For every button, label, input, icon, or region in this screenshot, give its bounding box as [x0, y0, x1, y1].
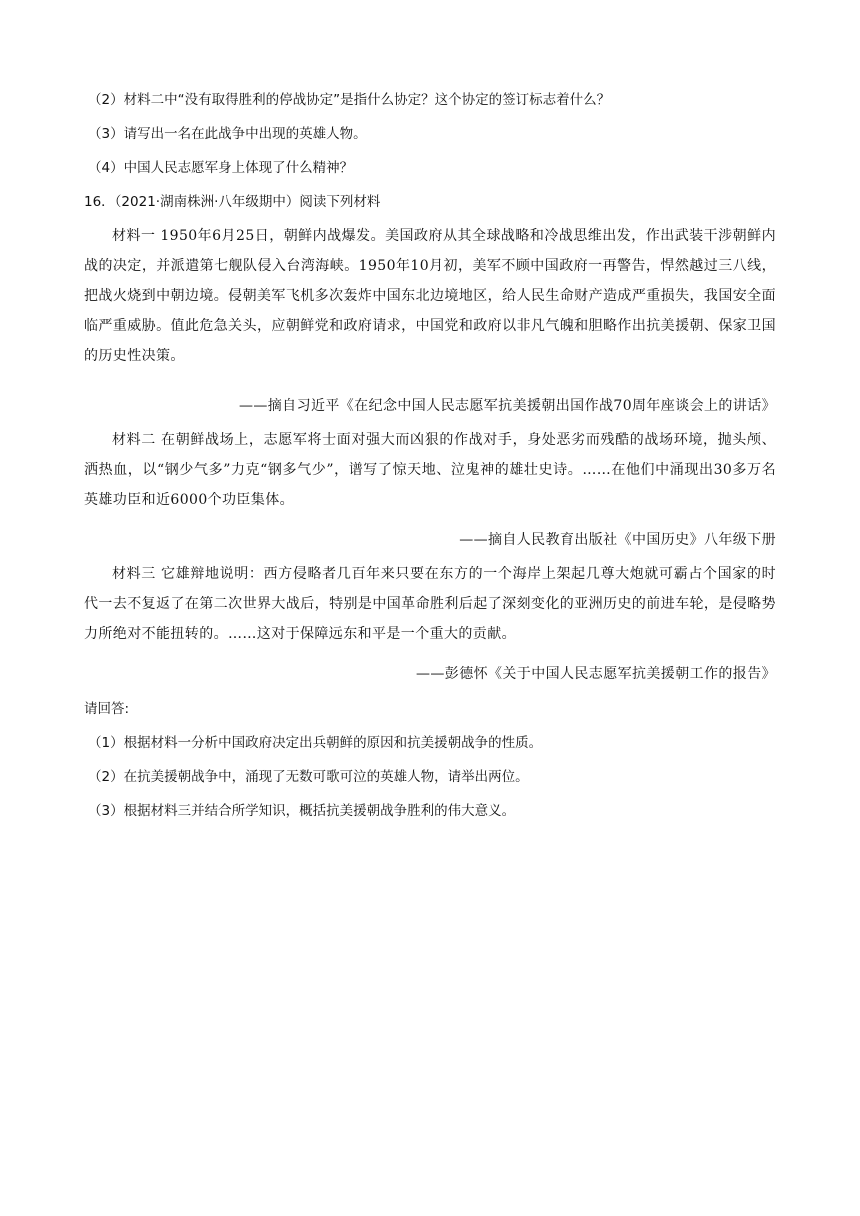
material-2-source: ——摘自人民教育出版社《中国历史》八年级下册 — [459, 532, 776, 548]
question-15-part-2: （2）材料二中“没有取得胜利的停战协定”是指什么协定？这个协定的签订标志着什么？ — [88, 92, 611, 108]
material-2-text: 材料二 在朝鲜战场上，志愿军将士面对强大而凶狠的作战对手，身处恶劣而残酷的战场环境，抛头颅、洒热血，以“钢少气多”力克“钢多气少”，谱写了惊天地、泣鬼神的雄壮史诗。……在他们中涌现出30多万名英雄功臣和近6000个功臣集体。 — [84, 432, 776, 508]
question-16-part-3: （3）根据材料三并结合所学知识，概括抗美援朝战争胜利的伟大意义。 — [88, 803, 516, 819]
question-16-part-1: （1）根据材料一分析中国政府决定出兵朝鲜的原因和抗美援朝战争的性质。 — [88, 735, 543, 751]
material-1-text: 材料一 1950年6月25日，朝鲜内战爆发。美国政府从其全球战略和冷战思维出发，作出武装干涉朝鲜内战的决定，并派遣第七舰队侵入台湾海峡。1950年10月初，美军不顾中国政府一再警告，悍然越过三八线，把战火烧到中朝边境。侵朝美军飞机多次轰炸中国东北边境地区，给人民生命财产造成严重损失，我国安全面临严重威胁。值此危急关头，应朝鲜党和政府请求，中国党和政府以非凡气魄和胆略作出抗美援朝、保家卫国的历史性决策。 — [84, 228, 776, 364]
question-16-part-2: （2）在抗美援朝战争中，涌现了无数可歌可泣的英雄人物，请举出两位。 — [88, 769, 529, 785]
question-16-header: 16．（2021·湖南株洲·八年级期中）阅读下列材料 — [84, 194, 381, 210]
question-15-part-3: （3）请写出一名在此战争中出现的英雄人物。 — [88, 126, 367, 142]
material-1-source: ——摘自习近平《在纪念中国人民志愿军抗美援朝出国作战70周年座谈会上的讲话》 — [238, 398, 776, 414]
question-15-part-4: （4）中国人民志愿军身上体现了什么精神？ — [88, 160, 354, 176]
material-3-source: ——彭德怀《关于中国人民志愿军抗美援朝工作的报告》 — [416, 666, 776, 682]
answer-prompt: 请回答: — [84, 701, 130, 717]
material-3-text: 材料三 它雄辩地说明：西方侵略者几百年来只要在东方的一个海岸上架起几尊大炮就可霸占个国家的时代一去不复返了在第二次世界大战后，特别是中国革命胜利后起了深刻变化的亚洲历史的前进车轮，是侵略势力所绝对不能扭转的。……这对于保障远东和平是一个重大的贡献。 — [84, 566, 776, 642]
